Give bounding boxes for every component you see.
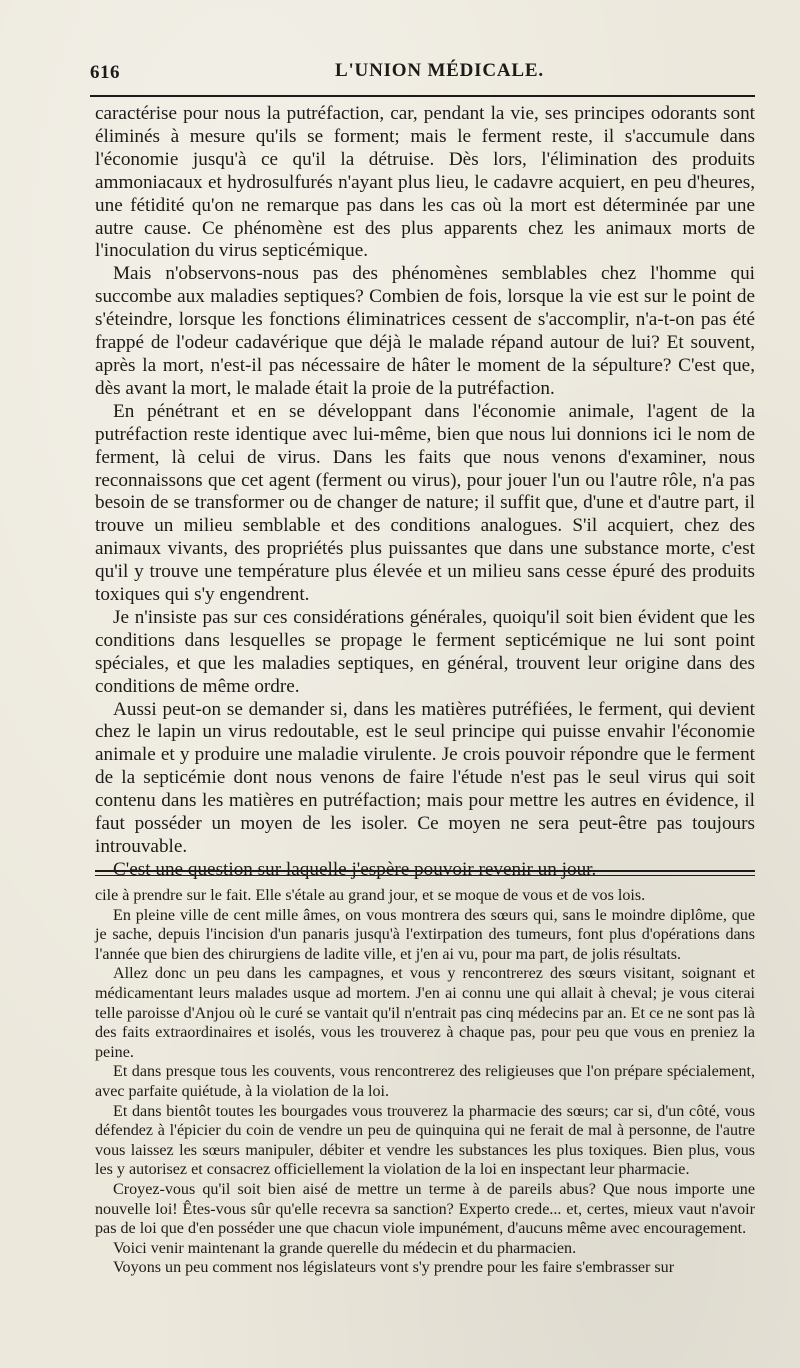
page-header: [90, 58, 755, 88]
main-paragraph: Je n'insiste pas sur ces considérations générales, quoiqu'il soit bien évident que les conditions dans lesquelles se propage le ferment septicémique ne lui sont point spéciales, et que les maladies septiques, en général, trouvent leur origine dans des conditions de même ordre.: [95, 606, 755, 697]
feuilleton-paragraph: Voici venir maintenant la grande querelle du médecin et du pharmacien.: [113, 1239, 577, 1257]
main-paragraph: Mais n'observons-nous pas des phénomènes semblables chez l'homme qui succombe aux maladies septiques? Combien de fois, lorsque la vie est sur le point de s'éteindre, lorsque les fonctions éliminatrices cessent de s'accomplir, n'a-t-on pas été frappé de l'odeur cadavérique que déjà le malade répand autour de lui? Et souvent, après la mort, n'est-il pas nécessaire de hâter le moment de la sépulture? C'est que, dès avant la mort, le malade était la proie de la putréfaction.: [95, 263, 755, 399]
feuilleton-paragraph: Et dans bientôt toutes les bourgades vous trouverez la pharmacie des sœurs; car si, d'un côté, vous défendez à l'épicier du coin de vendre un peu de quinquina qui ne ferait de mal à personne, de l'autre vous laissez les sœurs manipuler, débiter et vendre les substances les plus toxiques. Bien plus, vous les y autorisez et consacrez officiellement la violation de la loi en inspectant leur pharmacie.: [95, 1102, 755, 1179]
main-paragraph: Aussi peut-on se demander si, dans les matières putréfiées, le ferment, qui devient chez le lapin un virus redoutable, est le seul principe qui puisse envahir l'économie animale et y produire une maladie virulente. Je crois pouvoir répondre que le ferment de la septicémie dont nous venons de faire l'étude n'est pas le seul virus qui soit contenu dans les matières en putréfaction; mais pour mettre les autres en évidence, il faut posséder un moyen de les isoler. Ce moyen ne sera peut-être pas toujours introuvable.: [95, 698, 755, 857]
main-paragraph: caractérise pour nous la putréfaction, car, pendant la vie, ses principes odorants sont éliminés à mesure qu'ils se forment; mais le ferment reste, il s'accumule dans l'économie jusqu'à ce qu'il la détruise. Dès lors, l'élimination des produits ammoniacaux et hydrosulfurés n'ayant plus lieu, le cadavre acquiert, en peu d'heures, une fétidité qu'on ne remarque pas dans les cas où la mort est déterminée par une autre cause. Ce phénomène est des plus apparents chez les animaux morts de l'inoculation du virus septicémique.: [95, 103, 755, 262]
main-paragraph: En pénétrant et en se développant dans l'économie animale, l'agent de la putréfaction reste identique avec lui-même, bien que nous lui donnions ici le nom de ferment, là celui de virus. Dans les faits que nous venons d'examiner, nous reconnaissons que cet agent (ferment ou virus), pour jouer l'un ou l'autre rôle, n'a pas besoin de se transformer ou de changer de nature; il suffit que, d'une et d'autre part, il trouve un milieu semblable et des conditions analogues. S'il acquiert, chez des animaux vivants, des propriétés plus puissantes que dans une substance morte, c'est qu'il y trouve une température plus élevée et un milieu sans cesse épuré des produits toxiques qui s'y engendrent.: [95, 400, 755, 606]
feuilleton-separator-thick: [95, 870, 755, 872]
feuilleton-paragraph: cile à prendre sur le fait. Elle s'étale au grand jour, et se moque de vous et de vos lois.: [95, 887, 646, 904]
feuilleton-text: [95, 886, 755, 1278]
feuilleton-paragraph: Et dans presque tous les couvents, vous rencontrerez des religieuses que l'on prépare spécialement, avec parfaite quiétude, à la violation de la loi.: [95, 1063, 755, 1100]
feuilleton-paragraph: Allez donc un peu dans les campagnes, et vous y rencontrerez des sœurs visitant, soignant et médicamentant leurs malades usque ad mortem. J'en ai connu une qui allait à cheval; je vous citerai telle paroisse d'Anjou où le curé se vantait qu'il n'entrait pas cinq médecins par an. Et ce ne sont pas là des faits extraordinaires et isolés, vous les trouverez à chaque pas, pour peu que vous en preniez la peine.: [95, 965, 755, 1061]
feuilleton-separator-thin: [95, 875, 755, 876]
header-rule: [90, 95, 755, 97]
running-title: L'UNION MÉDICALE.: [335, 60, 544, 81]
main-paragraph: C'est une question sur laquelle j'espère pouvoir revenir un jour.: [113, 858, 597, 880]
page-number: 616: [90, 62, 120, 83]
feuilleton-paragraph: Croyez-vous qu'il soit bien aisé de mettre un terme à de pareils abus? Que nous importe une nouvelle loi! Êtes-vous sûr qu'elle recevra sa sanction? Experto crede... et, certes, mieux vaut n'avoir pas de loi que d'en posséder une que chacun viole impunément, d'aucuns même avec encouragement.: [95, 1180, 755, 1238]
feuilleton-paragraph: En pleine ville de cent mille âmes, on vous montrera des sœurs qui, sans le moindre diplôme, que je sache, depuis l'incision d'un panaris jusqu'à l'extirpation des tumeurs, font plus d'opérations dans l'année que bien des chirurgiens de ladite ville, et j'en ai vu, pour ma part, de jolis résultats.: [95, 906, 755, 963]
feuilleton-paragraph: Voyons un peu comment nos législateurs vont s'y prendre pour les faire s'embrasser sur: [113, 1259, 675, 1277]
main-article-text: [95, 103, 755, 882]
